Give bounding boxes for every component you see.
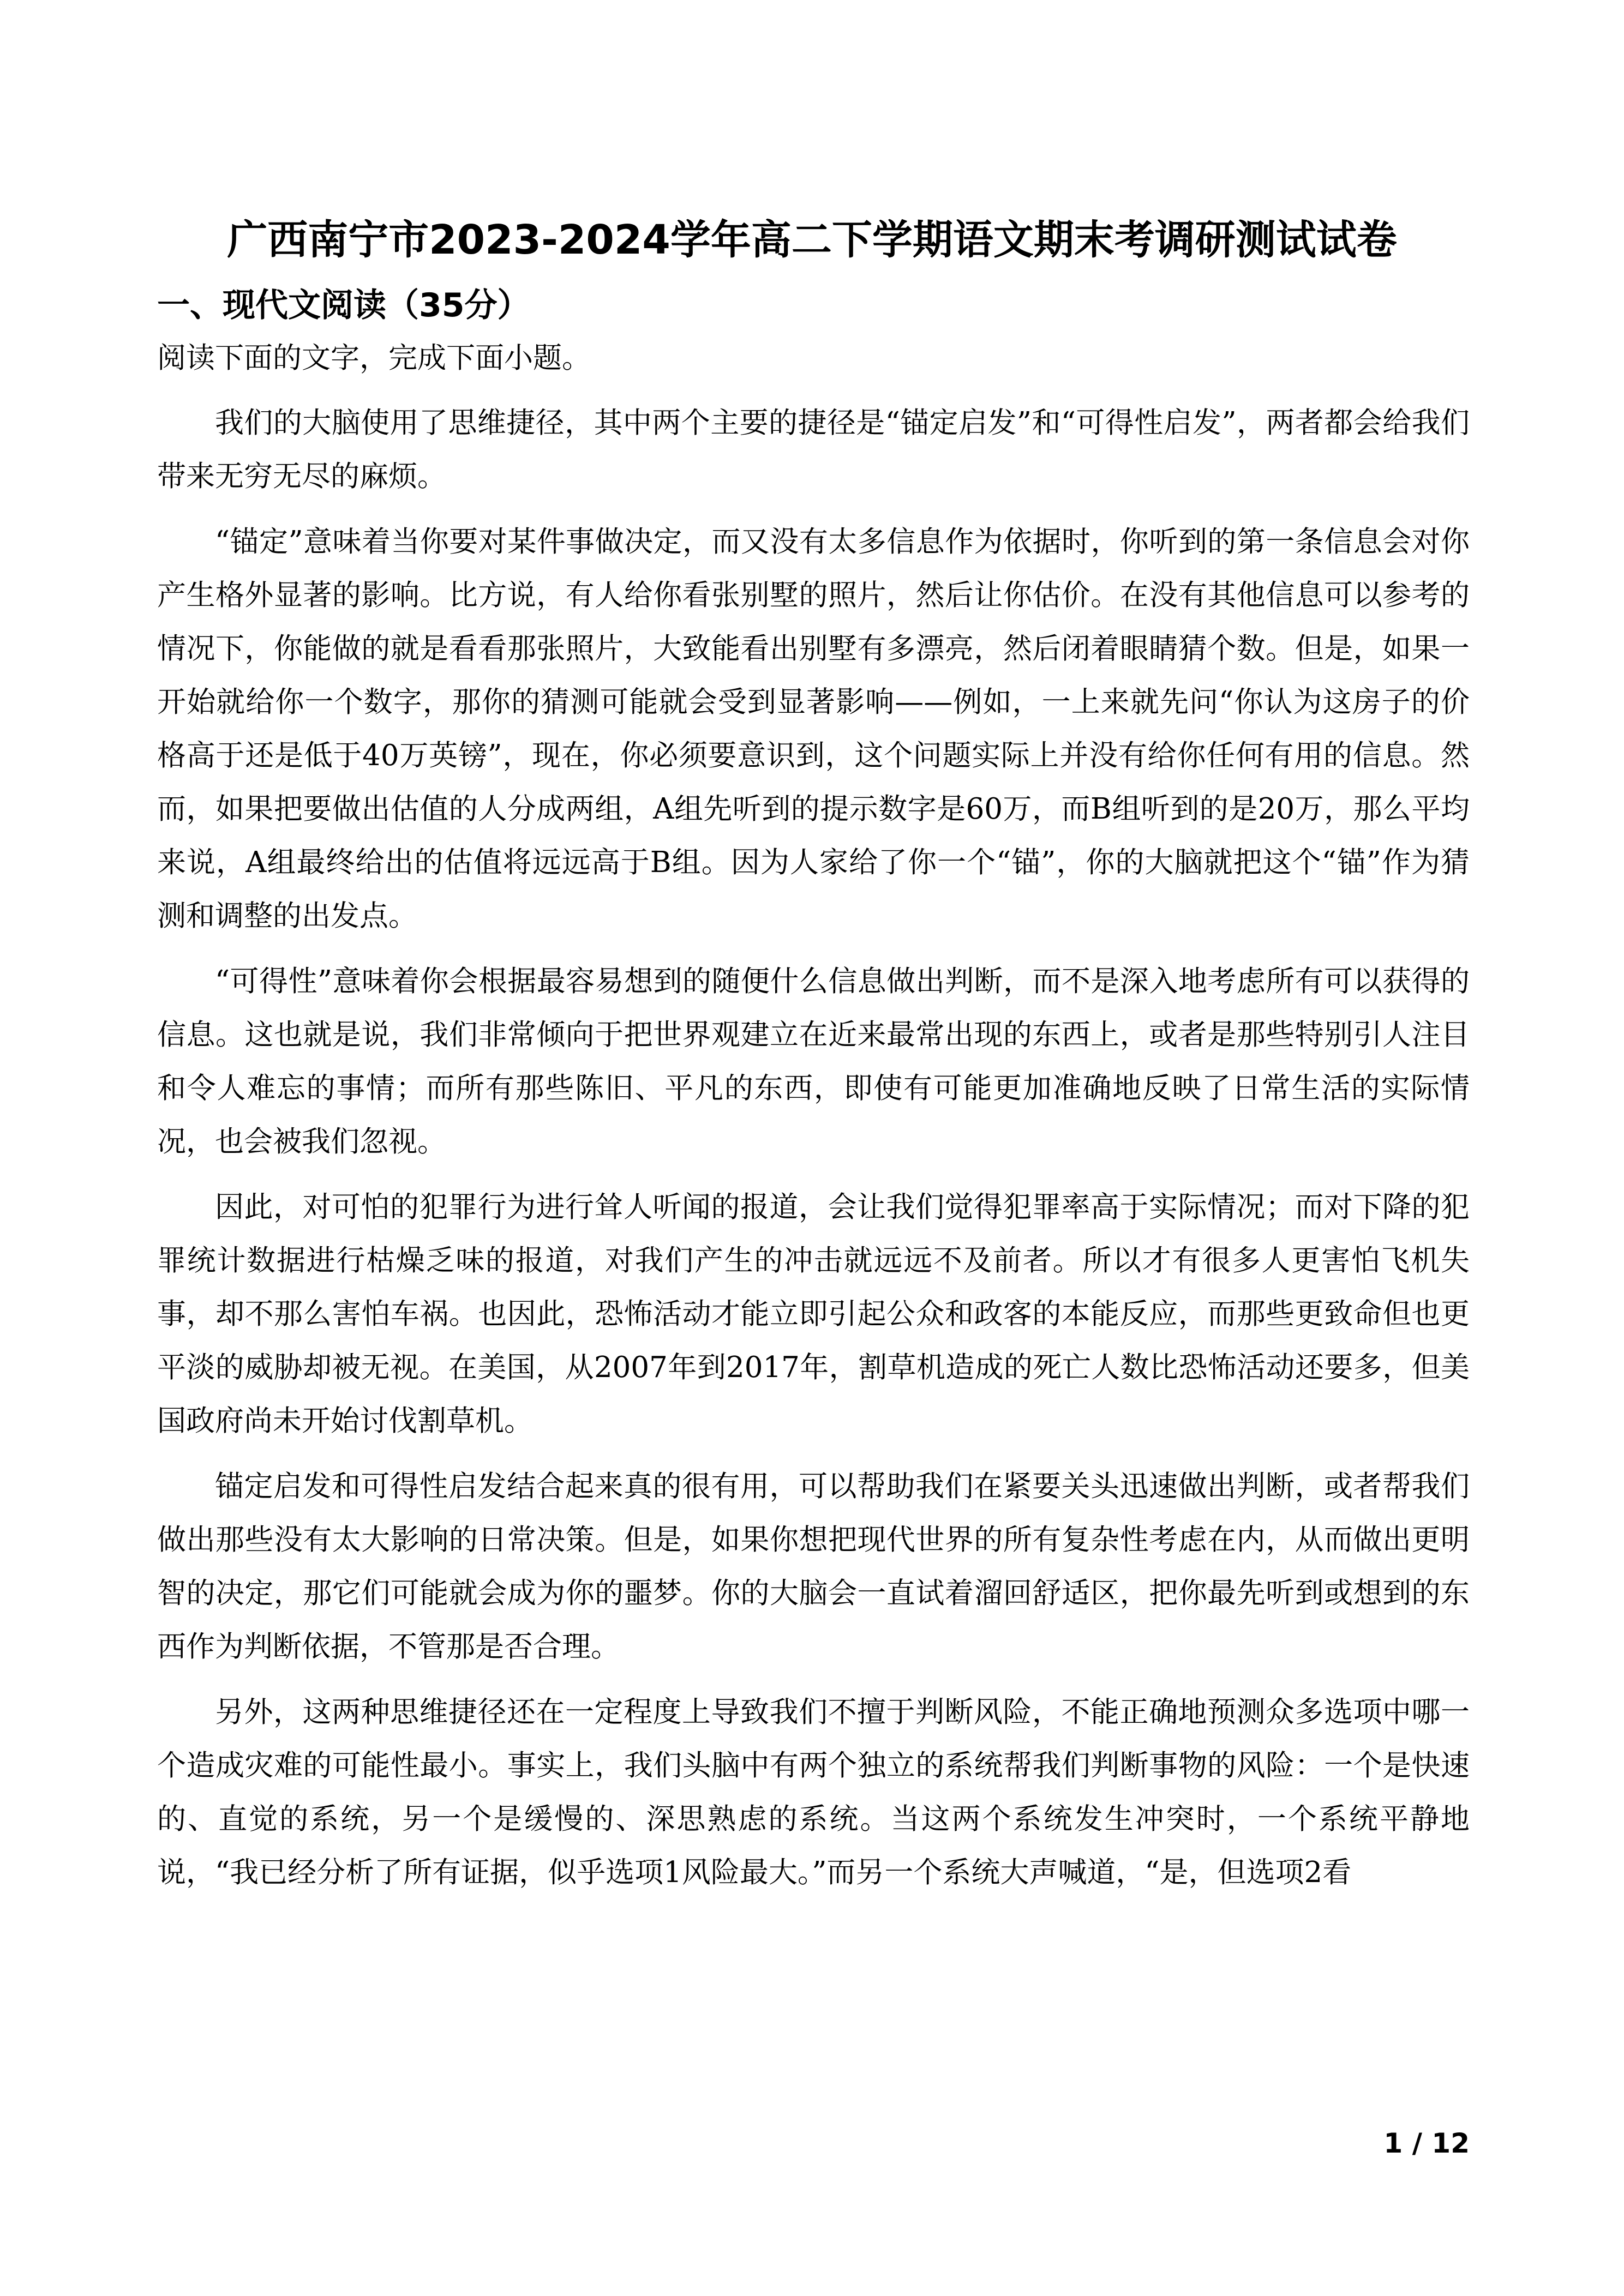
paragraph-2: “锚定”意味着当你要对某件事做决定，而又没有太多信息作为依据时，你听到的第一条信息会对你产生格外显著的影响。比方说，有人给你看张别墅的照片，然后让你估价。在没有其他信息可以参考的情况下，你能做的就是看看那张照片，大致能看出别墅有多漂亮，然后闭着眼睛猜个数。但是，如果一开始就给你一个数字，那你的猜测可能就会受到显著影响——例如，一上来就先问“你认为这房子的价格高于还是低于40万英镑”，现在，你必须要意识到，这个问题实际上并没有给你任何有用的信息。然而，如果把要做出估值的人分成两组，A组先听到的提示数字是60万，而B组听到的是20万，那么平均来说，A组最终给出的估值将远远高于B组。因为人家给了你一个“锚”，你的大脑就把这个“锚”作为猜测和调整的出发点。 <box>157 525 1470 933</box>
section-heading: 一、现代文阅读（35分） <box>157 286 530 324</box>
page-title: 广西南宁市2023-2024学年高二下学期语文期末考调研测试试卷 <box>227 217 1397 263</box>
article-body <box>157 396 1470 1912</box>
paragraph-6: 另外，这两种思维捷径还在一定程度上导致我们不擅于判断风险，不能正确地预测众多选项中哪一个造成灾难的可能性最小。事实上，我们头脑中有两个独立的系统帮我们判断事物的风险：一个是快速的、直觉的系统，另一个是缓慢的、深思熟虑的系统。当这两个系统发生冲突时，一个系统平静地说，“我已经分析了所有证据，似乎选项1风险最大。”而另一个系统大声喊道，“是，但选项2看 <box>157 1696 1470 1889</box>
page-number: 1 / 12 <box>1383 2127 1470 2159</box>
paragraph-3: “可得性”意味着你会根据最容易想到的随便什么信息做出判断，而不是深入地考虑所有可以获得的信息。这也就是说，我们非常倾向于把世界观建立在近来最常出现的东西上，或者是那些特别引人注目和令人难忘的事情；而所有那些陈旧、平凡的东西，即使有可能更加准确地反映了日常生活的实际情况，也会被我们忽视。 <box>157 965 1470 1158</box>
paragraph-5: 锚定启发和可得性启发结合起来真的很有用，可以帮助我们在紧要关头迅速做出判断，或者帮我们做出那些没有太大影响的日常决策。但是，如果你想把现代世界的所有复杂性考虑在内，从而做出更明智的决定，那它们可能就会成为你的噩梦。你的大脑会一直试着溜回舒适区，把你最先听到或想到的东西作为判断依据，不管那是否合理。 <box>157 1470 1470 1663</box>
reading-instruction: 阅读下面的文字，完成下面小题。 <box>157 341 591 375</box>
paragraph-1: 我们的大脑使用了思维捷径，其中两个主要的捷径是“锚定启发”和“可得性启发”，两者都会给我们带来无穷无尽的麻烦。 <box>157 406 1470 493</box>
paragraph-4: 因此，对可怕的犯罪行为进行耸人听闻的报道，会让我们觉得犯罪率高于实际情况；而对下降的犯罪统计数据进行枯燥乏味的报道，对我们产生的冲击就远远不及前者。所以才有很多人更害怕飞机失事，却不那么害怕车祸。也因此，恐怖活动才能立即引起公众和政客的本能反应，而那些更致命但也更平淡的威胁却被无视。在美国，从2007年到2017年，割草机造成的死亡人数比恐怖活动还要多，但美国政府尚未开始讨伐割草机。 <box>157 1191 1470 1438</box>
